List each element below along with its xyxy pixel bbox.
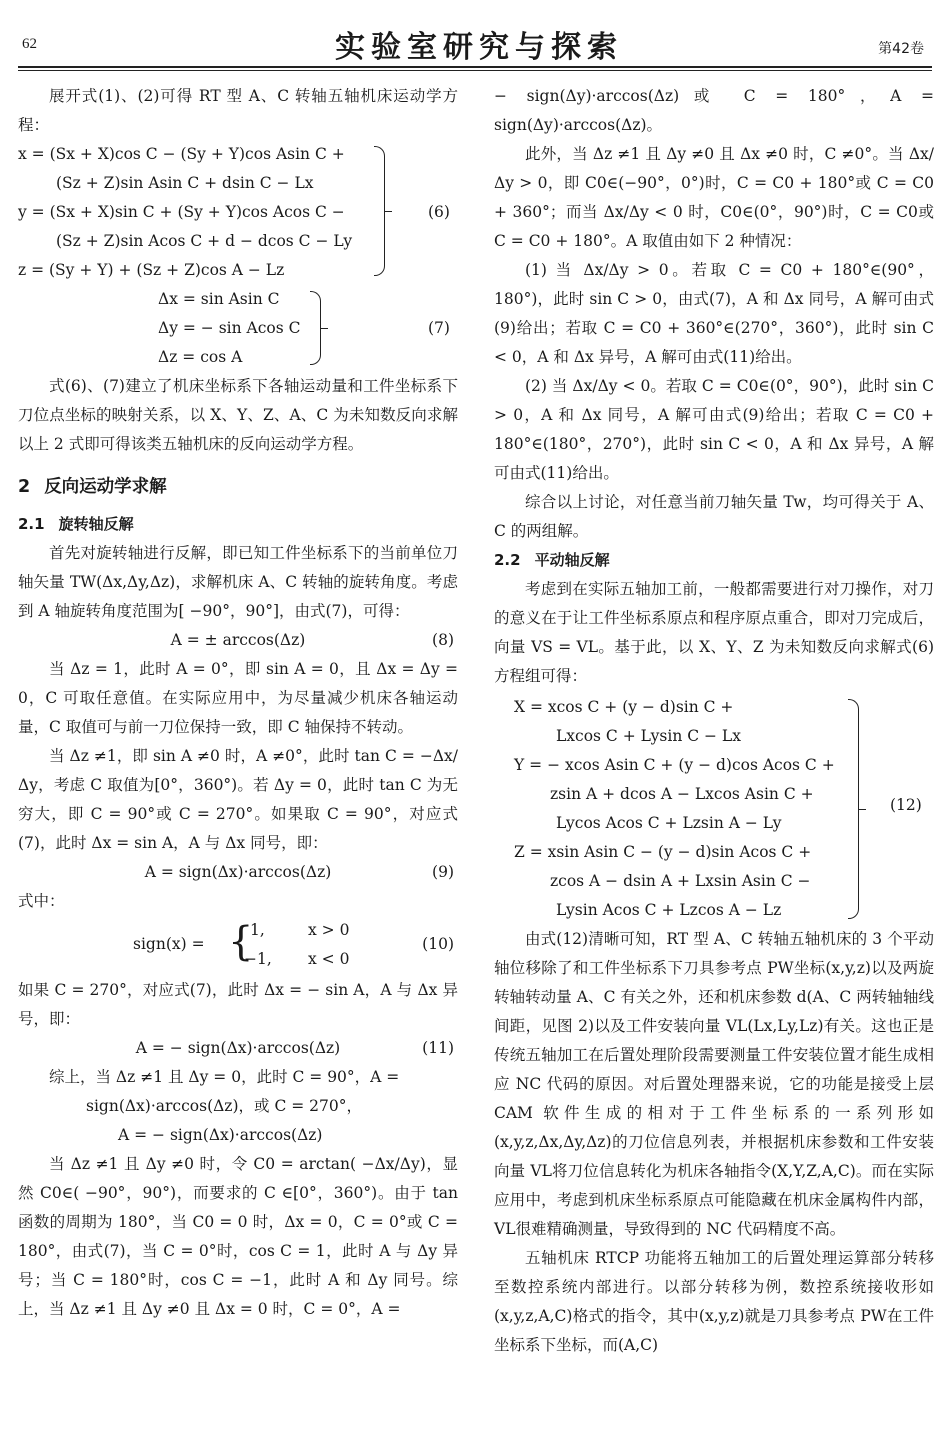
dz-not-1-paragraph: 当 Δz ≠1，即 sin A ≠0 时，A ≠0°，此时 tan C = −Δx/Δy，考虑 C 取值为[0°，360°)。若 Δy = 0，此时 tan C 为无穷大，即 C = 90°或 C = 270°。如果取 C = 90°，对应式(7)，此时 Δx = sin A，A 与 Δx 同号，即： bbox=[18, 747, 458, 852]
eq6-line: z = (Sy + Y) + (Sz + Z)cos A − Lz bbox=[18, 261, 285, 279]
eq6-line: x = (Sx + X)cos C − (Sy + Y)cos Asin C + bbox=[18, 145, 345, 163]
eq10-case2-cond: x < 0 bbox=[308, 950, 350, 968]
header-rule-thin bbox=[18, 70, 932, 71]
case-1-paragraph: (1) 当 Δx/Δy > 0。若取 C = C0 + 180°∈(90°，180°)，此时 sin C > 0，由式(7)，A 和 Δx 同号，A 解可由式(9)给出；若取 C = C0 + 360°∈(270°，360°)，此时 sin C < 0，A 和 Δx 异号，A 解可由式(11)给出。 bbox=[494, 261, 934, 366]
summary-line-3: A = − sign(Δx)·arccos(Δz) bbox=[118, 1126, 323, 1144]
shizhong-label: 式中： bbox=[18, 892, 65, 910]
eq6-brace bbox=[374, 146, 385, 276]
section-2-2-heading bbox=[494, 546, 934, 575]
volume-label: 第42卷 bbox=[878, 41, 924, 57]
eq10-brace: { bbox=[228, 919, 254, 965]
eq7-number: (7) bbox=[428, 319, 450, 337]
extra-paragraph: 此外，当 Δz ≠1 且 Δy ≠0 且 Δx ≠0 时，C ≠0°。当 Δx/Δy > 0，即 C0∈(−90°，0°)时，C = C0 + 180°或 C = C0 + 360°；而当 Δx/Δy < 0 时，C0∈(0°，90°)时，C = C0或 C = C0 + 180°。A 取值由如下 2 种情况： bbox=[494, 145, 934, 250]
equation-8 bbox=[18, 626, 458, 655]
right-column bbox=[494, 82, 934, 1360]
eq12-line: X = xcos C + (y − d)sin C + bbox=[514, 698, 734, 716]
eq8-body: A = ± arccos(Δz) bbox=[170, 631, 306, 649]
eq10-case2-value: −1, bbox=[244, 950, 272, 968]
eq12-line: Y = − xcos Asin C + (y − d)cos Acos C + bbox=[514, 756, 835, 774]
eq11-body: A = − sign(Δx)·arccos(Δz) bbox=[135, 1039, 341, 1057]
eq7-brace bbox=[310, 291, 321, 365]
header-rule bbox=[18, 66, 932, 68]
eq12-line: zsin A + dcos A − Lxcos Asin C + bbox=[550, 785, 814, 803]
intro-paragraph: 展开式(1)、(2)可得 RT 型 A、C 转轴五轴机床运动学方程： bbox=[18, 87, 458, 134]
mapping-paragraph: 式(6)、(7)建立了机床坐标系下各轴运动量和工件坐标系下刀位点坐标的映射关系，以 X、Y、Z、A、C 为未知数反向求解以上 2 式即可得该类五轴机床的反向运动学方程。 bbox=[18, 377, 458, 453]
eq9-number: (9) bbox=[432, 863, 454, 881]
dz1-paragraph: 当 Δz = 1，此时 A = 0°，即 sin A = 0，且 Δx = Δy = 0，C 可取任意值。在实际应用中，为尽量减少机床各轴运动量，C 取值可与前一刀位保持一致，即 C 轴保持不转动。 bbox=[18, 660, 458, 736]
eq7-line: Δx = sin Asin C bbox=[158, 290, 280, 308]
section-2-1-title: 旋转轴反解 bbox=[58, 515, 134, 533]
eq12-line: zcos A − dsin A + Lxsin Asin C − bbox=[550, 872, 811, 890]
equation-12 bbox=[494, 691, 934, 925]
eq6-line: (Sz + Z)sin Asin C + dsin C − Lx bbox=[56, 174, 314, 192]
c0-paragraph: 当 Δz ≠1 且 Δy ≠0 时，令 C0 = arctan( −Δx/Δy)，显然 C0∈( −90°，90°)，而要求的 C ∈[0°，360°)。由于 tan 函数的周期为 180°，当 C0 = 0 时，Δx = 0，C = 0°或 C = 180°，由式(7)，当 C = 0°时，cos C = 1，此时 A 与 Δy 异号；当 C = 180°时，cos C = −1，此时 A 和 Δy 同号。综上，当 Δz ≠1 且 Δy ≠0 且 Δx = 0 时，C = 0°，A = bbox=[18, 1155, 458, 1318]
section-2-2-title: 平动轴反解 bbox=[534, 551, 610, 569]
section-2-heading bbox=[18, 473, 458, 502]
case-2-paragraph: (2) 当 Δx/Δy < 0。若取 C = C0∈(0°，90°)，此时 sin C > 0，A 和 Δx 同号，A 解可由式(9)给出；若取 C = C0 + 180°∈(180°，270°)，此时 sin C < 0，A 和 Δx 异号，A 解可由式(11)给出。 bbox=[494, 377, 934, 482]
section-2-title: 反向运动学求解 bbox=[44, 477, 167, 497]
journal-title: 实验室研究与探索 bbox=[335, 30, 623, 65]
eq11-number: (11) bbox=[422, 1039, 454, 1057]
eq12-line: Lycos Acos C + Lzsin A − Ly bbox=[556, 814, 782, 832]
summary-line-1: 综上，当 Δz ≠1 且 Δy = 0，此时 C = 90°，A = bbox=[49, 1068, 400, 1086]
c270-paragraph: 如果 C = 270°，对应式(7)，此时 Δx = − sin A，A 与 Δx 异号，即： bbox=[18, 981, 458, 1028]
eq10-case1-cond: x > 0 bbox=[308, 921, 350, 939]
eq12-discussion-paragraph: 由式(12)清晰可知，RT 型 A、C 转轴五轴机床的 3 个平动轴位移除了和工件坐标系下刀具参考点 PW坐标(x,y,z)以及两旋转轴转动量 A、C 有关之外，还和机床参数 d(A、C 两转轴轴线间距，见图 2)以及工件安装向量 VL(Lx,Ly,Lz)有关。这也正是传统五轴加工在后置处理阶段需要测量工件安装位置才能生成相应 NC 代码的原因。对后置处理器来说，它的功能是接受上层 CAM 软件生成的相对于工件坐标系的一系列形如(x,y,z,Δx,Δy,Δz)的刀位信息列表，并根据机床参数和工件安装向量 VL将刀位信息转化为机床各轴指令(X,Y,Z,A,C)。而在实际应用中，考虑到机床坐标系原点可能隐藏在机床金属构件内部，VL很难精确测量，导致得到的 NC 代码精度不高。 bbox=[494, 930, 934, 1238]
equation-10 bbox=[18, 916, 458, 976]
conclusion-paragraph: 综合以上讨论，对任意当前刀轴矢量 Tw，均可得关于 A、C 的两组解。 bbox=[494, 493, 934, 540]
equation-11 bbox=[18, 1034, 458, 1063]
eq6-line: y = (Sx + X)sin C + (Sy + Y)cos Acos C − bbox=[18, 203, 345, 221]
eq12-brace bbox=[848, 699, 859, 919]
alignment-paragraph: 考虑到在实际五轴加工前，一般都需要进行对刀操作，对刀的意义在于让工件坐标系原点和程序原点重合，即对刀完成后，向量 VS = VL。基于此，以 X、Y、Z 为未知数反向求解式(6)方程组可得： bbox=[494, 580, 934, 685]
equation-9 bbox=[18, 858, 458, 887]
eq12-number: (12) bbox=[890, 796, 922, 814]
eq6-number: (6) bbox=[428, 203, 450, 221]
eq10-lhs: sign(x) = bbox=[133, 935, 205, 953]
section-2-2-number: 2.2 bbox=[494, 551, 521, 569]
page-number: 62 bbox=[22, 36, 37, 52]
rotation-paragraph: 首先对旋转轴进行反解，即已知工件坐标系下的当前单位刀轴矢量 TW(Δx,Δy,Δz)，求解机床 A、C 转轴的旋转角度。考虑到 A 轴旋转角度范围为[ −90°，90°]，由式(7)，可得： bbox=[18, 544, 458, 620]
left-column bbox=[18, 82, 458, 1324]
eq12-line: Lysin Acos C + Lzcos A − Lz bbox=[556, 901, 782, 919]
section-2-1-number: 2.1 bbox=[18, 515, 45, 533]
eq6-line: (Sz + Z)sin Acos C + d − dcos C − Ly bbox=[56, 232, 353, 250]
page-header bbox=[0, 0, 950, 70]
eq12-line: Lxcos C + Lysin C − Lx bbox=[556, 727, 741, 745]
eq7-line: Δy = − sin Acos C bbox=[158, 319, 301, 337]
rtcp-paragraph: 五轴机床 RTCP 功能将五轴加工的后置处理运算部分转移至数控系统内部进行。以部分转移为例，数控系统接收形如(x,y,z,A,C)格式的指令，其中(x,y,z)就是刀具参考点 PW在工件坐标系下坐标，而(A,C) bbox=[494, 1249, 934, 1354]
eq10-case1-value: 1, bbox=[250, 921, 265, 939]
equation-7 bbox=[18, 285, 458, 372]
section-2-number: 2 bbox=[18, 477, 31, 497]
eq7-line: Δz = cos A bbox=[158, 348, 243, 366]
eq12-line: Z = xsin Asin C − (y − d)sin Acos C + bbox=[514, 843, 812, 861]
continuation-text: − sign(Δy)·arccos(Δz)或 C = 180°，A = sign(Δy)·arccos(Δz)。 bbox=[494, 87, 934, 134]
eq9-body: A = sign(Δx)·arccos(Δz) bbox=[144, 863, 332, 881]
eq10-number: (10) bbox=[422, 935, 454, 953]
equation-6 bbox=[18, 140, 458, 285]
eq8-number: (8) bbox=[432, 631, 454, 649]
summary-line-2: sign(Δx)·arccos(Δz)，或 C = 270°， bbox=[86, 1097, 362, 1115]
section-2-1-heading bbox=[18, 510, 458, 539]
